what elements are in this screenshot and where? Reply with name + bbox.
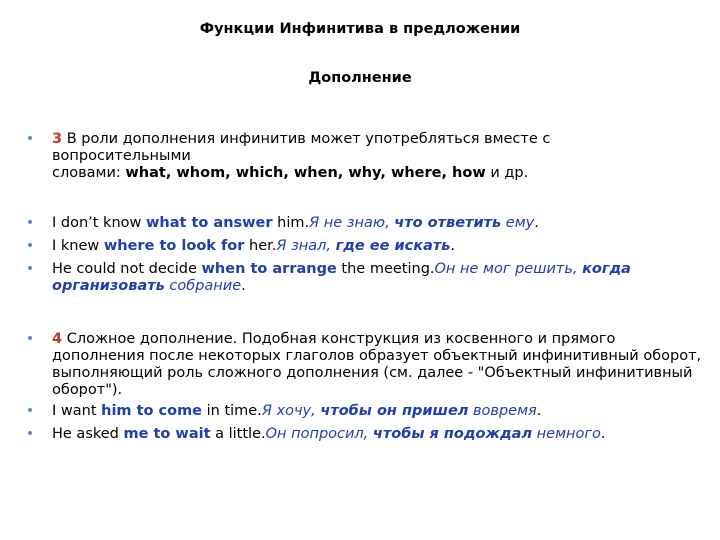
bullet: • <box>25 331 35 347</box>
example-end: . <box>534 215 539 231</box>
example-end: . <box>536 403 542 419</box>
example-ru: Я хочу, <box>261 403 321 419</box>
example-item <box>24 215 704 232</box>
list-item <box>24 131 704 182</box>
example-end: . <box>450 238 456 254</box>
item-text: В роли дополнения инфинитив может употребляться вместе с <box>62 131 551 147</box>
item-text: словами: <box>52 165 126 181</box>
bullet: • <box>25 403 35 419</box>
example-ru: вовремя <box>468 403 537 419</box>
example-ru: Я не знаю, <box>309 215 395 231</box>
example-ru: немного <box>532 426 601 442</box>
bullet: • <box>25 131 35 147</box>
block-1 <box>24 131 704 182</box>
bullet: • <box>25 261 35 277</box>
question-words: what, whom, which, when, why, where, how <box>125 165 486 181</box>
block-3 <box>24 331 704 443</box>
example-ru-infinitive: чтобы я подождал <box>372 426 533 442</box>
item-number: 3 <box>52 131 63 147</box>
example-ru-infinitive: где ее искать <box>335 238 451 254</box>
example-en-infinitive: when to arrange <box>201 261 337 277</box>
example-en: He asked <box>52 426 124 442</box>
example-item <box>24 261 704 295</box>
example-item <box>24 238 704 255</box>
bullet: • <box>25 426 35 442</box>
slide-title: Функции Инфинитива в предложении <box>199 21 521 37</box>
example-end: . <box>241 278 246 294</box>
example-ru-infinitive: что ответить <box>394 215 502 231</box>
example-item <box>24 426 704 443</box>
bullet: • <box>25 238 35 254</box>
item-text: вопросительными <box>52 148 191 164</box>
example-en: in time. <box>202 403 262 419</box>
example-en: him. <box>272 215 310 231</box>
example-ru: собрание <box>164 278 242 294</box>
example-en-infinitive: where to look for <box>103 238 245 254</box>
example-en: I don’t know <box>52 215 146 231</box>
slide-subtitle: Дополнение <box>308 70 412 86</box>
example-en: I knew <box>52 238 104 254</box>
list-item <box>24 331 704 399</box>
item-text: и др. <box>485 165 529 181</box>
block-2 <box>24 215 704 295</box>
item-number: 4 <box>52 331 63 347</box>
example-end: . <box>600 426 606 442</box>
example-en: a little. <box>210 426 266 442</box>
example-en: He could not decide <box>52 261 202 277</box>
example-ru: Он не мог решить, <box>434 261 583 277</box>
example-ru: Я знал, <box>276 238 336 254</box>
example-en-infinitive: what to answer <box>145 215 273 231</box>
example-ru-infinitive: когда организовать <box>52 261 631 294</box>
example-en: her. <box>244 238 277 254</box>
example-en-infinitive: him to come <box>101 403 203 419</box>
example-ru: ему <box>501 215 535 231</box>
item-text: Сложное дополнение. Подобная конструкция из косвенного и прямого дополнения после некоторых глаголов образует объектный инфинитивный оборот, выполняющий роль сложного дополнения (см. далее - "Объектный инфинитивный оборот"). <box>52 331 702 398</box>
example-en: I want <box>52 403 102 419</box>
example-en: the meeting. <box>336 261 435 277</box>
example-item <box>24 403 704 420</box>
example-ru-infinitive: чтобы он пришел <box>320 403 469 419</box>
bullet: • <box>25 215 35 231</box>
example-ru: Он попросил, <box>265 426 373 442</box>
example-en-infinitive: me to wait <box>123 426 211 442</box>
